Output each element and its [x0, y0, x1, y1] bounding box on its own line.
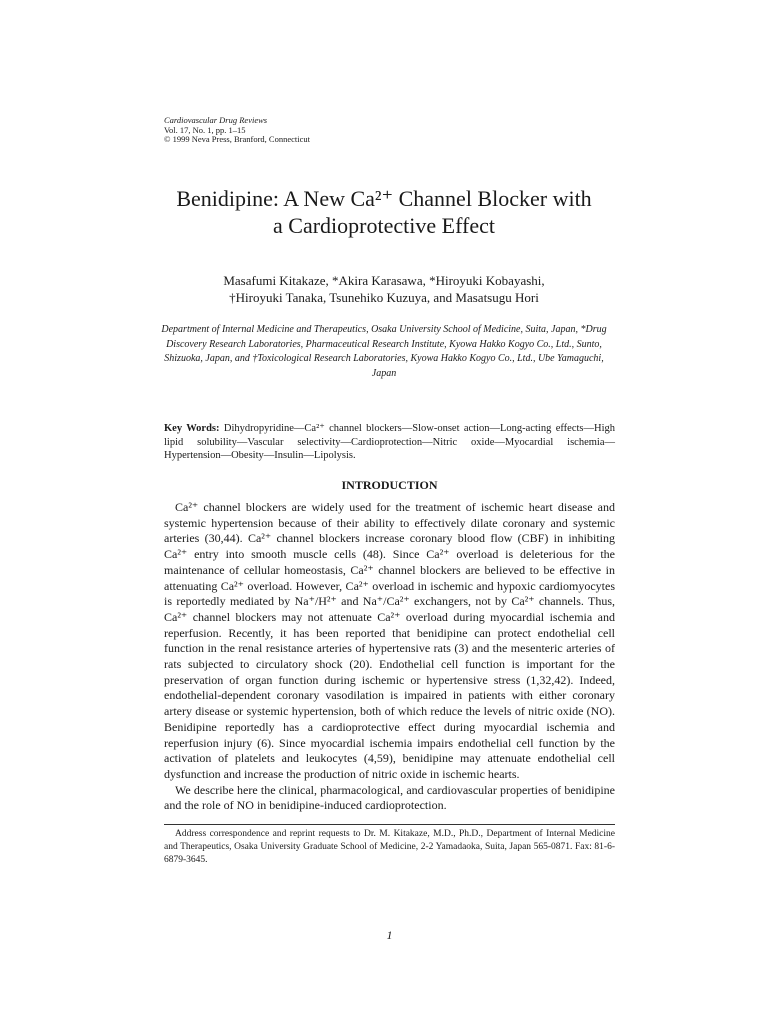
author-list-line-1: Masafumi Kitakaze, *Akira Karasawa, *Hiroyuki Kobayashi,	[223, 273, 545, 288]
journal-name: Cardiovascular Drug Reviews	[164, 115, 268, 125]
keywords-text: Dihydropyridine—Ca²⁺ channel blockers—Slow-onset action—Long-acting effects—High lipid solubility—Vascular selectivity—Cardioprotection—Nitric oxide—Myocardial ischemia—Hypertension—Obesity—Insulin—Lipolysis.	[164, 423, 616, 461]
introduction-paragraph-1: Ca²⁺ channel blockers are widely used for the treatment of ischemic heart disease and systemic hypertension because of their ability to effectively dilate coronary and systemic arteries (30,44). Ca²⁺ channel blockers increase coronary blood flow (CBF) in inhibiting Ca²⁺ entry into smooth muscle cells (48). Since Ca²⁺ overload is deleterious for the maintenance of cellular homeostasis, Ca²⁺ channel blockers are believed to be effective in attenuating Ca²⁺ overload. However, Ca²⁺ overload in ischemic and hypoxic cardiomyocytes is reportedly mediated by Na⁺/H²⁺ and Na⁺/Ca²⁺ exchangers, not by Ca²⁺ channels. Thus, Ca²⁺ channel blockers may not attenuate Ca²⁺ overload during myocardial ischemia and reperfusion. Recently, it has been reported that benidipine can protect endothelial cell function in the renal resistance arteries of hypertensive rats (3) and the mesenteric arteries of rats subjected to circulatory shock (20). Endothelial cell function is important for the preservation of organ function during ischemic or hypertensive stress (1,32,42). Indeed, endothelial-dependent coronary vasodilation is impaired in patients with either coronary artery disease or systemic hypertension, both of which reduce the levels of nitric oxide (NO). Benidipine reportedly has a cardioprotective effect during myocardial ischemia and reperfusion injury (6). Since myocardial ischemia impairs endothelial cell function by the activation of platelets and leukocytes (4,59), benidipine may attenuate endothelial cell dysfunction and increase the production of nitric oxide in ischemic hearts.	[164, 500, 615, 781]
footnote-divider	[164, 824, 615, 825]
journal-header	[164, 116, 464, 145]
correspondence-footnote-text: Address correspondence and reprint requests to Dr. M. Kitakaze, M.D., Ph.D., Department of Internal Medicine and Therapeutics, Osaka University Graduate School of Medicine, 2-2 Yamadaoka, Suita, Japan 565-0871. Fax: 81-6-6879-3645.	[164, 829, 615, 865]
journal-copyright: © 1999 Neva Press, Branford, Connecticut	[164, 134, 310, 144]
keywords-block	[164, 422, 615, 463]
journal-volume: Vol. 17, No. 1, pp. 1–15	[164, 124, 246, 135]
correspondence-footnote	[164, 828, 615, 867]
section-heading-introduction: INTRODUCTION	[341, 478, 438, 492]
introduction-body	[164, 500, 615, 814]
author-list-line-2: †Hiroyuki Tanaka, Tsunehiko Kuzuya, and Masatsugu Hori	[229, 290, 539, 305]
keywords-label: Key Words:	[164, 423, 220, 434]
author-affiliations: Department of Internal Medicine and Therapeutics, Osaka University School of Medicine, Suita, Japan, *Drug Discovery Research Laboratories, Pharmaceutical Research Institute, Kyowa Hakko Kogyo Co., Ltd., Sunto, Shizuoka, Japan, and †Toxicological Research Laboratories, Kyowa Hakko Kogyo Co., Ltd., Ube Yamaguchi, Japan	[161, 324, 607, 379]
article-title-line-2: a Cardioprotective Effect	[273, 213, 495, 238]
page-number: 1	[386, 928, 393, 942]
introduction-paragraph-2: We describe here the clinical, pharmacological, and cardiovascular properties of benidipine and the role of NO in benidipine-induced cardioprotection.	[164, 782, 615, 813]
article-title-line-1: Benidipine: A New Ca²⁺ Channel Blocker with	[176, 186, 592, 211]
article-title	[120, 185, 648, 239]
author-list	[150, 272, 618, 306]
